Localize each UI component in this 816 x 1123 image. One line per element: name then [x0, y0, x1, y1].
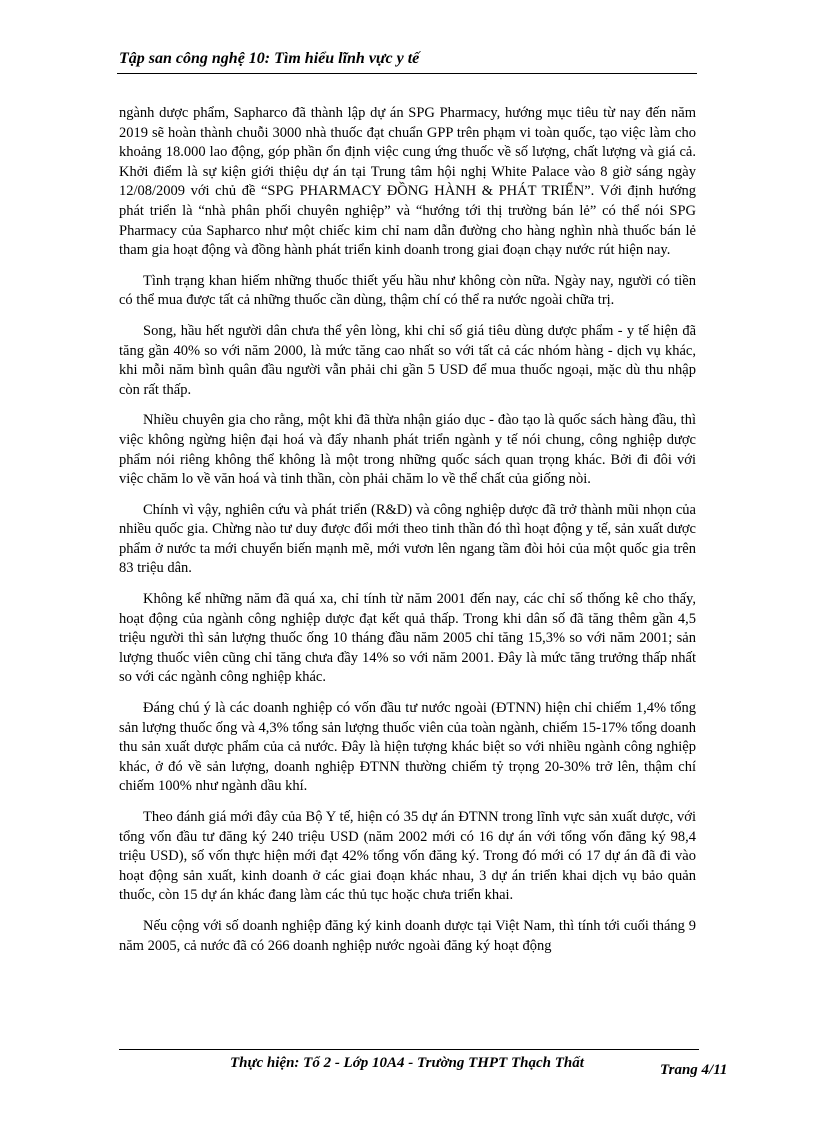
paragraph-6: Không kể những năm đã quá xa, chỉ tính từ năm 2001 đến nay, các chỉ số thống kê cho thấy, hoạt động của ngành công nghiệp dược đạt kết quả thấp. Trong khi dân số đã tăng thêm gần 4,5 triệu người thì sản lượng thuốc ống 10 tháng đầu năm 2005 chỉ tăng 15,3% so với năm 2001; sản lượng thuốc viên cũng chỉ tăng chưa đầy 14% so với năm 2001. Đây là mức tăng trưởng thấp nhất so với các ngành công nghiệp khác.: [119, 591, 696, 686]
paragraph-3: Song, hầu hết người dân chưa thể yên lòng, khi chỉ số giá tiêu dùng dược phẩm - y tế hiện đã tăng gần 40% so với năm 2000, là mức tăng cao nhất so với tất cả các nhóm hàng - dịch vụ khác, khi mỗi năm bình quân đầu người vẫn phải chi gần 5 USD để mua thuốc ngoại, mặc dù thu nhập còn rất thấp.: [119, 322, 696, 398]
paragraph-2: Tình trạng khan hiếm những thuốc thiết yếu hầu như không còn nữa. Ngày nay, người có tiền có thể mua được tất cả những thuốc cần dùng, thậm chí có thể ra nước ngoài chữa trị.: [119, 272, 696, 309]
footer-divider: [119, 1049, 699, 1050]
header-divider: [117, 73, 697, 74]
page-number: Trang 4/11: [660, 1062, 728, 1078]
paragraph-4: Nhiều chuyên gia cho rằng, một khi đã thừa nhận giáo dục - đào tạo là quốc sách hàng đầu, thì việc không ngừng hiện đại hoá và đẩy nhanh phát triển ngành y tế nói chung, công nghiệp dược phẩm nói riêng không thể không là một trong những quốc sách quan trọng khác. Bởi đi đôi với việc chăm lo về văn hoá và tinh thần, còn phải chăm lo về thể chất của giống nòi.: [119, 412, 696, 488]
page-header-title: Tập san công nghệ 10: Tìm hiểu lĩnh vực y tế: [119, 50, 420, 67]
footer-credit: Thực hiện: Tổ 2 - Lớp 10A4 - Trường THPT Thạch Thất: [230, 1055, 584, 1071]
paragraph-5: Chính vì vậy, nghiên cứu và phát triển (R&D) và công nghiệp dược đã trở thành mũi nhọn của nhiều quốc gia. Chừng nào tư duy được đổi mới theo tinh thần đó thì hoạt động y tế, sản xuất dược phẩm ở nước ta mới chuyển biến mạnh mẽ, mới vươn lên ngang tầm đòi hỏi của một quốc gia trên 83 triệu dân.: [119, 501, 696, 577]
paragraph-1: ngành dược phẩm, Sapharco đã thành lập dự án SPG Pharmacy, hướng mục tiêu từ nay đến năm 2019 sẽ hoàn thành chuỗi 3000 nhà thuốc đạt chuẩn GPP trên phạm vi toàn quốc, tạo việc làm cho khoảng 18.000 lao động, góp phần ổn định việc cung ứng thuốc về số lượng, chất lượng và giá cả. Khởi điểm là sự kiện giới thiệu dự án tại Trung tâm hội nghị White Palace vào 8 giờ sáng ngày 12/08/2009 với chủ đề “SPG PHARMACY ĐỒNG HÀNH & PHÁT TRIỂN”. Với định hướng phát triển là “nhà phân phối chuyên nghiệp” và “hướng tới thị trường bán lẻ” có thể nói SPG Pharmacy của Sapharco như một chiếc kim chỉ nam dẫn đường cho hàng nghìn nhà thuốc bán lẻ tham gia hoạt động và đồng hành phát triển kinh doanh trong giai đoạn chạy nước rút hiện nay.: [119, 105, 696, 259]
document-body: [119, 104, 696, 967]
paragraph-9: Nếu cộng với số doanh nghiệp đăng ký kinh doanh dược tại Việt Nam, thì tính tới cuối tháng 9 năm 2005, cả nước đã có 266 doanh nghiệp nước ngoài đăng ký hoạt động: [119, 917, 696, 954]
paragraph-8: Theo đánh giá mới đây của Bộ Y tế, hiện có 35 dự án ĐTNN trong lĩnh vực sản xuất dược, với tổng vốn đầu tư đăng ký 240 triệu USD (năm 2002 mới có 16 dự án với tổng vốn đăng ký 98,4 triệu USD), số vốn thực hiện mới đạt 42% tổng vốn đăng ký. Trong đó mới có 17 dự án đã đi vào hoạt động sản xuất, kinh doanh ở các giai đoạn khác nhau, 3 dự án triển khai dịch vụ bảo quản thuốc, còn 15 dự án khác đang làm các thủ tục hoặc chưa triển khai.: [119, 809, 696, 904]
paragraph-7: Đáng chú ý là các doanh nghiệp có vốn đầu tư nước ngoài (ĐTNN) hiện chỉ chiếm 1,4% tổng sản lượng thuốc ống và 4,3% tổng sản lượng thuốc viên của toàn ngành, chiếm 15-17% tổng doanh thu sản xuất dược phẩm của cả nước. Đây là hiện tượng khác biệt so với nhiều ngành công nghiệp khác, ở đó về sản lượng, doanh nghiệp ĐTNN thường chiếm tỷ trọng 20-30% trở lên, thậm chí chiếm 100% như ngành dầu khí.: [119, 700, 696, 795]
